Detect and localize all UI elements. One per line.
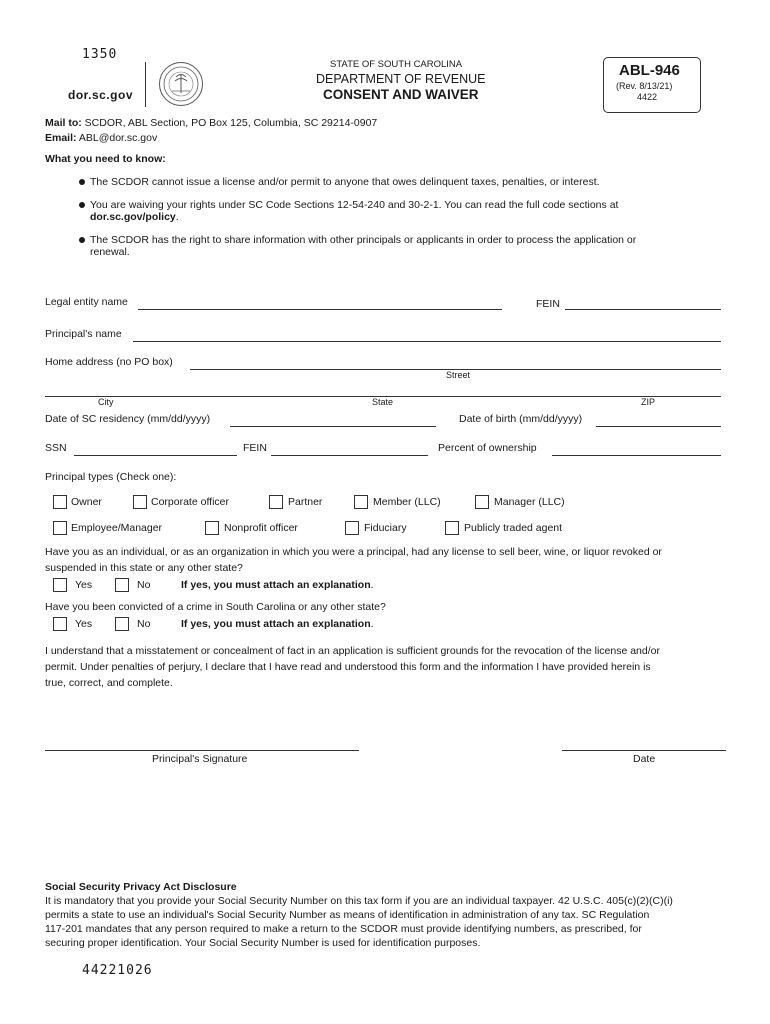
- declaration-line-2: permit. Under penalties of perjury, I declare that I have read and understood this form and the information I have provided herein is: [45, 661, 651, 673]
- fein-field[interactable]: [565, 309, 721, 310]
- owner-option: Owner: [71, 496, 102, 508]
- department-name: DEPARTMENT OF REVENUE: [316, 72, 486, 86]
- nonprofit-officer-checkbox[interactable]: [205, 521, 219, 535]
- legal-entity-label: Legal entity name: [45, 296, 128, 308]
- website: dor.sc.gov: [68, 88, 134, 102]
- question-1-cont: suspended in this state or any other state?: [45, 562, 243, 574]
- q2-no-checkbox[interactable]: [115, 617, 129, 631]
- zip-caption: ZIP: [641, 397, 656, 407]
- fiduciary-checkbox[interactable]: [345, 521, 359, 535]
- header-divider: [145, 62, 146, 107]
- q1-yes-checkbox[interactable]: [53, 578, 67, 592]
- form-id: 4422: [637, 92, 658, 102]
- principal-types-label: Principal types (Check one):: [45, 471, 177, 483]
- ssn-label: SSN: [45, 442, 67, 454]
- privacy-line-1: It is mandatory that you provide your Social Security Number on this tax form if you are an individual taxpayer. 42 U.S.C. 405(c)(2)(C)(i): [45, 895, 673, 907]
- principal-signature-caption: Principal's Signature: [152, 753, 248, 765]
- state-caption: State: [372, 397, 394, 407]
- know-bullet-2: You are waiving your rights under SC Code Sections 12-54-240 and 30-2-1. You can read the full code sections at: [90, 199, 619, 211]
- ownership-field[interactable]: [552, 455, 721, 456]
- privacy-heading: Social Security Privacy Act Disclosure: [45, 881, 237, 893]
- bullet-icon: [79, 179, 85, 185]
- dob-label: Date of birth (mm/dd/yyyy): [459, 413, 583, 425]
- declaration-line-1: I understand that a misstatement or concealment of fact in an application is sufficient grounds for the revocation of the license and/or: [45, 645, 660, 657]
- form-number: ABL-946: [619, 62, 680, 79]
- home-address-label: Home address (no PO box): [45, 356, 173, 368]
- employee-manager-checkbox[interactable]: [53, 521, 67, 535]
- q1-attach-note: If yes, you must attach an explanation.: [181, 579, 374, 591]
- declaration-line-3: true, correct, and complete.: [45, 677, 173, 689]
- state-name: STATE OF SOUTH CAROLINA: [330, 59, 463, 70]
- bullet-icon: [79, 237, 85, 243]
- q2-attach-note: If yes, you must attach an explanation.: [181, 618, 374, 630]
- manager-llc-option: Manager (LLC): [494, 496, 565, 508]
- date-field[interactable]: [562, 750, 726, 751]
- principal-signature-field[interactable]: [45, 750, 359, 751]
- privacy-line-4: securing proper identification. Your Social Security Number is used for identification purposes.: [45, 937, 481, 949]
- residency-date-label: Date of SC residency (mm/dd/yyyy): [45, 413, 211, 425]
- email: Email: ABL@dor.sc.gov: [45, 132, 158, 144]
- street-caption: Street: [446, 370, 471, 380]
- q1-yes-label: Yes: [75, 579, 93, 591]
- question-2: Have you been convicted of a crime in South Carolina or any other state?: [45, 601, 386, 613]
- know-bullet-2-link-line: dor.sc.gov/policy.: [90, 211, 179, 223]
- ssn-field[interactable]: [74, 455, 237, 456]
- privacy-line-2: permits a state to use an individual's Social Security Number as means of identification in administration of any tax. SC Regulation: [45, 909, 650, 921]
- ownership-label: Percent of ownership: [438, 442, 537, 454]
- partner-checkbox[interactable]: [269, 495, 283, 509]
- dob-field[interactable]: [596, 426, 721, 427]
- date-caption: Date: [633, 753, 656, 765]
- form-code-bottom: 44221026: [82, 963, 153, 978]
- publicly-traded-agent-checkbox[interactable]: [445, 521, 459, 535]
- residency-date-field[interactable]: [230, 426, 436, 427]
- legal-entity-field[interactable]: [138, 309, 502, 310]
- know-heading: What you need to know:: [45, 153, 166, 165]
- know-bullet-3-cont: renewal.: [90, 246, 130, 258]
- nonprofit-officer-option: Nonprofit officer: [224, 522, 298, 534]
- fein-label: FEIN: [536, 298, 560, 310]
- revision-date: (Rev. 8/13/21): [616, 81, 673, 91]
- fein2-label: FEIN: [243, 442, 267, 454]
- q2-yes-label: Yes: [75, 618, 93, 630]
- q2-no-label: No: [137, 618, 151, 630]
- member-llc-option: Member (LLC): [373, 496, 441, 508]
- q1-no-checkbox[interactable]: [115, 578, 129, 592]
- bullet-icon: [79, 202, 85, 208]
- principal-name-label: Principal's name: [45, 328, 122, 340]
- employee-manager-option: Employee/Manager: [71, 522, 163, 534]
- fiduciary-option: Fiduciary: [364, 522, 407, 534]
- state-seal-icon: [159, 62, 203, 106]
- form-code-top: 1350: [82, 47, 118, 62]
- q2-yes-checkbox[interactable]: [53, 617, 67, 631]
- know-bullet-3: The SCDOR has the right to share information with other principals or applicants in order to process the application or: [90, 234, 637, 246]
- fein2-field[interactable]: [271, 455, 428, 456]
- mail-to: Mail to: SCDOR, ABL Section, PO Box 125, Columbia, SC 29214-0907: [45, 117, 378, 129]
- corporate-officer-checkbox[interactable]: [133, 495, 147, 509]
- q1-no-label: No: [137, 579, 151, 591]
- publicly-traded-agent-option: Publicly traded agent: [464, 522, 563, 534]
- owner-checkbox[interactable]: [53, 495, 67, 509]
- corporate-officer-option: Corporate officer: [151, 496, 230, 508]
- principal-name-field[interactable]: [133, 341, 721, 342]
- city-caption: City: [98, 397, 114, 407]
- page-title: CONSENT AND WAIVER: [323, 87, 479, 102]
- member-llc-checkbox[interactable]: [354, 495, 368, 509]
- privacy-line-3: 117-201 mandates that any person required to make a return to the SCDOR must provide identifying numbers, as prescribed, for: [45, 923, 642, 935]
- question-1: Have you as an individual, or as an organization in which you were a principal, had any license to sell beer, wine, or liquor revoked or: [45, 546, 662, 558]
- partner-option: Partner: [288, 496, 323, 508]
- policy-link[interactable]: dor.sc.gov/policy: [90, 211, 176, 223]
- manager-llc-checkbox[interactable]: [475, 495, 489, 509]
- know-bullet-1: The SCDOR cannot issue a license and/or permit to anyone that owes delinquent taxes, penalties, or interest.: [90, 176, 600, 188]
